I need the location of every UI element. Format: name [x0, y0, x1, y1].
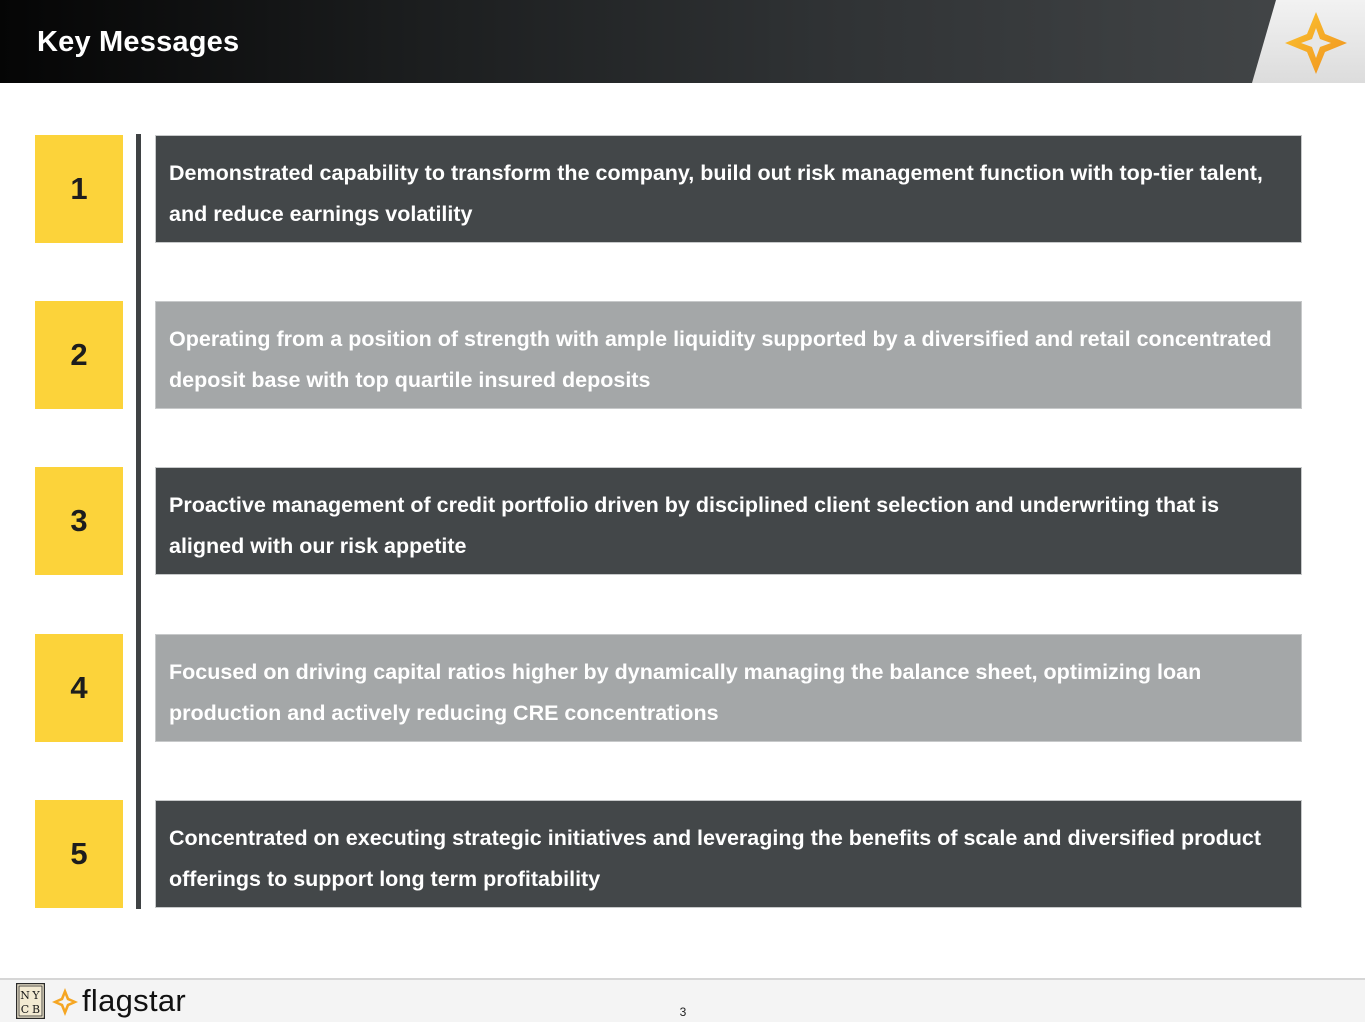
message-number-2: 2	[35, 301, 123, 409]
flagstar-star-icon	[1283, 10, 1349, 76]
flagstar-small-star-icon	[52, 988, 78, 1016]
flagstar-wordmark: flagstar	[82, 983, 187, 1018]
page-number: 3	[679, 1005, 687, 1019]
message-box-5: Concentrated on executing strategic initiatives and leveraging the benefits of scale and diversified product offerings to support long term profitability	[155, 800, 1302, 908]
header-bar	[0, 0, 1365, 83]
nycb-letter-y: Y	[32, 989, 40, 1002]
message-box-1: Demonstrated capability to transform the company, build out risk management function with top-tier talent, and reduce earnings volatility	[155, 135, 1302, 243]
nycb-letter-n: N	[20, 989, 30, 1002]
nycb-letter-c: C	[20, 1003, 30, 1016]
message-box-2: Operating from a position of strength with ample liquidity supported by a diversified and retail concentrated deposit base with top quartile insured deposits	[155, 301, 1302, 409]
nycb-logo-icon	[16, 983, 45, 1019]
message-number-5: 5	[35, 800, 123, 908]
vertical-divider	[136, 134, 141, 909]
message-box-4: Focused on driving capital ratios higher by dynamically managing the balance sheet, optimizing loan production and actively reducing CRE concentrations	[155, 634, 1302, 742]
message-box-3: Proactive management of credit portfolio driven by disciplined client selection and underwriting that is aligned with our risk appetite	[155, 467, 1302, 575]
nycb-letter-b: B	[31, 1003, 41, 1016]
message-number-1: 1	[35, 135, 123, 243]
message-number-4: 4	[35, 634, 123, 742]
message-number-3: 3	[35, 467, 123, 575]
page-title: Key Messages	[37, 26, 240, 58]
